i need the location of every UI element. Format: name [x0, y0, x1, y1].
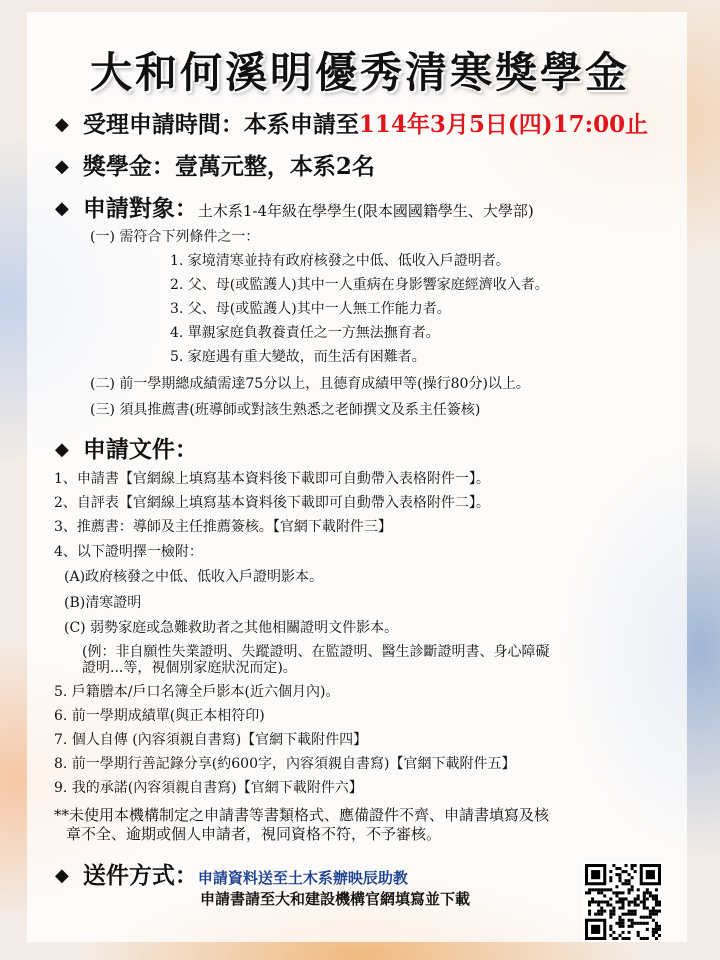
submission-label: 送件方式：	[82, 862, 198, 889]
submission-line2: 申請書請至大和建設機構官網填寫並下載	[200, 890, 471, 908]
document-item: 9. 我的承諾(內容須親自書寫)【官網下載附件六】	[54, 780, 363, 796]
condition-item: 5. 家庭遇有重大變故，而生活有困難者。	[170, 349, 426, 365]
condition-item: 1. 家境清寒並持有政府核發之中低、低收入戶證明者。	[170, 253, 510, 269]
submission-line1: 申請資料送至土木系辦映辰助教	[197, 869, 408, 887]
document-item: (C) 弱勢家庭或急難救助者之其他相關證明文件影本。	[64, 620, 399, 636]
condition-item: 2. 父、母(或監護人)其中一人重病在身影響家庭經濟收入者。	[170, 277, 549, 293]
document-item: 2、自評表【官網線上填寫基本資料後下載即可自動帶入表格附件二】。	[54, 495, 490, 511]
condition-1: (一) 需符合下列條件之一：	[90, 229, 260, 245]
diamond-bullet-icon: ◆	[55, 865, 69, 886]
document-item: (B)清寒證明	[64, 595, 142, 611]
condition-item: 4. 單親家庭負教養責任之一方無法撫育者。	[170, 325, 440, 341]
deadline-row	[55, 106, 648, 139]
documents-heading	[55, 431, 198, 464]
qr-code[interactable]	[583, 862, 663, 942]
award-label: 獎學金：壹萬元整，本系2名	[82, 153, 375, 180]
condition-2: (二) 前一學期總成績需達75分以上，且德育成績甲等(操行80分)以上。	[90, 376, 530, 392]
eligibility-row	[55, 190, 534, 223]
document-note: (例：非自願性失業證明、失蹤證明、在監證明、醫生診斷證明書、身心障礙	[82, 644, 550, 660]
document-item: (A)政府核發之中低、低收入戶證明影本。	[64, 569, 324, 585]
condition-3: (三) 須具推薦書(班導師或對該生熟悉之老師撰文及系主任簽核)	[90, 402, 481, 418]
document-item: 5. 戶籍謄本/戶口名簿全戶影本(近六個月內)。	[54, 684, 340, 700]
qr-code-icon	[585, 864, 661, 940]
document-item: 7. 個人自傳 (內容須親自書寫)【官網下載附件四】	[54, 732, 368, 748]
eligibility-label: 申請對象：	[82, 195, 198, 222]
page-title: 大和何溪明優秀清寒獎學金	[89, 48, 630, 97]
condition-item: 3. 父、母(或監護人)其中一人無工作能力者。	[170, 301, 451, 317]
diamond-bullet-icon: ◆	[55, 114, 69, 135]
deadline-value: 114年3月5日(四)17:00止	[358, 111, 649, 138]
diamond-bullet-icon: ◆	[55, 439, 69, 460]
document-item: 1、申請書【官網線上填寫基本資料後下載即可自動帶入表格附件一】。	[54, 471, 490, 487]
submission-row	[55, 857, 408, 890]
disclaimer: 章不全、逾期或個人申請者，視同資格不符，不予審核。	[66, 825, 442, 843]
disclaimer: **未使用本機構制定之申請書等書類格式、應備證件不齊、申請書填寫及核	[54, 806, 550, 824]
award-row	[55, 148, 375, 181]
documents-label: 申請文件：	[82, 436, 198, 463]
eligibility-target: 土木系1-4年級在學學生(限本國國籍學生、大學部)	[197, 202, 534, 220]
document-item: 6. 前一學期成績單(與正本相符印)	[54, 708, 265, 724]
document-item: 8. 前一學期行善記錄分享(約600字，內容須親自書寫)【官網下載附件五】	[54, 756, 516, 772]
diamond-bullet-icon: ◆	[55, 156, 69, 177]
diamond-bullet-icon: ◆	[55, 198, 69, 219]
document-note: 證明...等，視個別家庭狀況而定)。	[82, 660, 297, 676]
document-item: 4、以下證明擇一檢附：	[54, 544, 203, 560]
deadline-label: 受理申請時間：本系申請至	[82, 111, 359, 138]
document-item: 3、推薦書：導師及主任推薦簽核。【官網下載附件三】	[54, 519, 392, 535]
